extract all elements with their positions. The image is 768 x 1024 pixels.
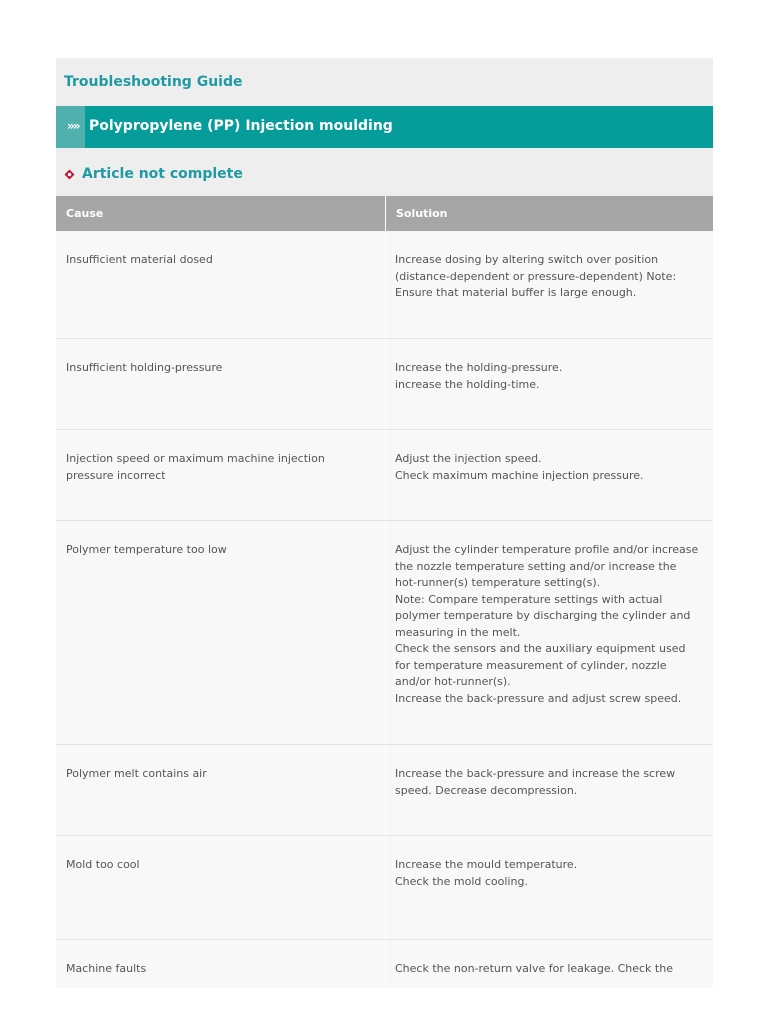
troubleshooting-table (56, 196, 713, 988)
column-header-cause: Cause (66, 207, 104, 220)
column-divider (385, 339, 386, 429)
section-banner (56, 106, 713, 148)
banner-title: Polypropylene (PP) Injection moulding (89, 118, 393, 134)
solution-cell: Increase the mould temperature. Check the mold cooling. (395, 858, 578, 888)
column-divider (385, 940, 386, 988)
column-header-solution: Solution (396, 207, 448, 220)
guide-title[interactable]: Troubleshooting Guide (64, 74, 243, 90)
table-header (56, 196, 713, 231)
column-divider (385, 430, 386, 520)
table-row (56, 339, 713, 430)
table-row (56, 940, 713, 988)
column-divider (385, 836, 386, 939)
column-divider (385, 231, 386, 338)
solution-cell: Check the non-return valve for leakage. Check the (395, 962, 673, 975)
column-divider (385, 521, 386, 744)
notice-text: Article not complete (82, 166, 243, 182)
solution-cell: Adjust the injection speed. Check maximum machine injection pressure. (395, 452, 644, 482)
warning-icon (64, 169, 75, 180)
solution-cell: Increase the holding-pressure. increase the holding-time. (395, 361, 563, 391)
cause-cell: Insufficient material dosed (66, 253, 213, 266)
table-row (56, 430, 713, 521)
table-row (56, 745, 713, 836)
solution-cell: Increase dosing by altering switch over position (distance-dependent or pressure-dependent) Note: Ensure that material buffer is large enough. (395, 253, 677, 299)
cause-cell: Injection speed or maximum machine injection pressure incorrect (66, 452, 325, 482)
table-row (56, 231, 713, 339)
cause-cell: Machine faults (66, 962, 147, 975)
cause-cell: Polymer melt contains air (66, 767, 207, 780)
banner-tab (56, 106, 85, 148)
solution-cell: Adjust the cylinder temperature profile and/or increase the nozzle temperature setting and/or increase the hot-runner(s) temperature setting(s). Note: Compare temperature settings with actual polymer temperature by discharging the cylinder and measuring in the melt. Check the sensors and the auxiliary equipment used for temperature measurement of cylinder, nozzle and/or hot-runner(s). Increase the back-pressure and adjust screw speed. (395, 543, 699, 705)
solution-cell: Increase the back-pressure and increase the screw speed. Decrease decompression. (395, 767, 676, 797)
chevrons-icon: »» (67, 119, 79, 133)
cause-cell: Polymer temperature too low (66, 543, 227, 556)
cause-cell: Mold too cool (66, 858, 140, 871)
column-divider (385, 196, 386, 231)
column-divider (385, 745, 386, 835)
troubleshooting-panel (56, 58, 713, 988)
table-row (56, 521, 713, 745)
table-row (56, 836, 713, 940)
cause-cell: Insufficient holding-pressure (66, 361, 223, 374)
